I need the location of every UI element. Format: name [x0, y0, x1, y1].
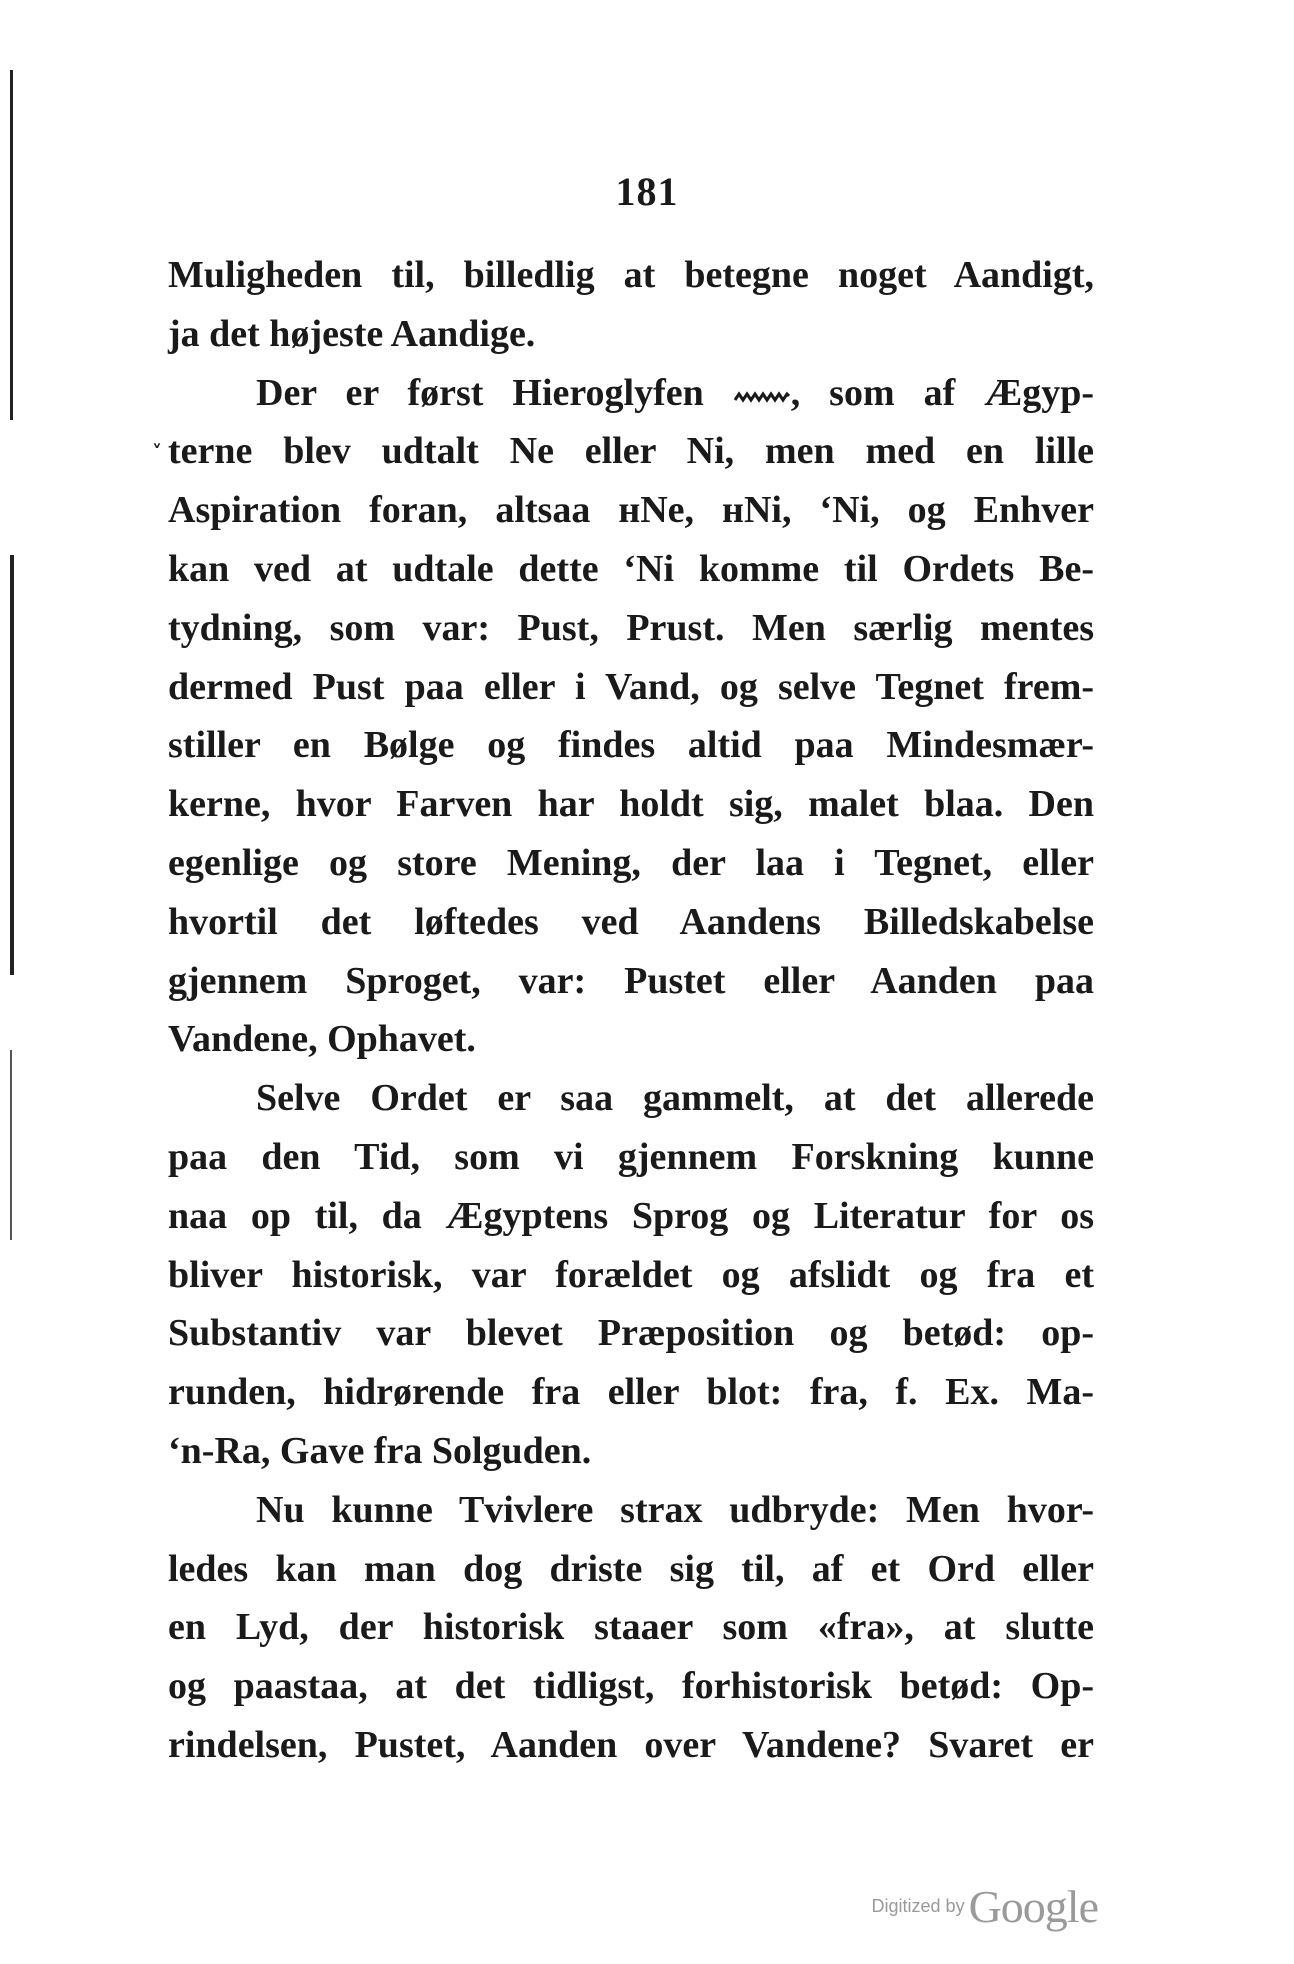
- text-line: Vandene, Ophavet.: [168, 1018, 476, 1061]
- text-line: Nu kunne Tvivlere strax udbryde: Men hvor-: [256, 1488, 1094, 1531]
- scan-edge-mark: [10, 70, 13, 420]
- text-line: og paastaa, at det tidligst, forhistorisk betød: Op-: [168, 1665, 1094, 1708]
- text-line: paa den Tid, som vi gjennem Forskning kunne: [168, 1135, 1094, 1178]
- text-line: ja det højeste Aandige.: [168, 312, 536, 355]
- text-line: hvortil det løftedes ved Aandens Billedskabelse: [168, 900, 1094, 943]
- text-line: stiller en Bølge og findes altid paa Mindesmær-: [168, 724, 1094, 767]
- text-line: Substantiv var blevet Præposition og betød: op-: [168, 1312, 1094, 1355]
- text-line: bliver historisk, var forældet og afslidt og fra et: [168, 1253, 1094, 1296]
- text-line: Selve Ordet er saa gammelt, at det allerede: [256, 1077, 1094, 1120]
- body-text: [168, 246, 1094, 1775]
- text-fragment: , som af Ægyp-: [790, 371, 1094, 414]
- watermark-brand: Google: [968, 1881, 1098, 1932]
- watermark-prefix: Digitized by: [871, 1896, 965, 1916]
- scan-edge-mark: [10, 555, 14, 975]
- margin-mark: ˅: [152, 440, 162, 464]
- text-line: runden, hidrørende fra eller blot: fra, f. Ex. Ma-: [168, 1371, 1094, 1414]
- text-line: tydning, som var: Pust, Prust. Men særlig mentes: [168, 606, 1094, 649]
- text-line: dermed Pust paa eller i Vand, og selve Tegnet frem-: [168, 665, 1094, 708]
- text-line: naa op til, da Ægyptens Sprog og Literatur for os: [168, 1194, 1094, 1237]
- text-line-hieroglyph: [168, 364, 1094, 423]
- text-line: terne blev udtalt Ne eller Ni, men med en lille: [168, 430, 1094, 473]
- text-line: kan ved at udtale dette ‘Ni komme til Ordets Be-: [168, 547, 1094, 590]
- text-line: en Lyd, der historisk staaer som «fra», at slutte: [168, 1606, 1094, 1649]
- text-line: kerne, hvor Farven har holdt sig, malet blaa. Den: [168, 783, 1094, 826]
- digitized-watermark: [872, 1880, 1098, 1933]
- page-number: 181: [615, 169, 679, 214]
- text-line: Aspiration foran, altsaa ʜNe, ʜNi, ‘Ni, og Enhver: [168, 489, 1094, 532]
- text-line: ‘n-Ra, Gave fra Solguden.: [168, 1429, 592, 1472]
- text-line: egenlige og store Mening, der laa i Tegnet, eller: [168, 841, 1094, 884]
- text-fragment: Der er først Hieroglyfen: [256, 371, 733, 414]
- text-line: rindelsen, Pustet, Aanden over Vandene? Svaret er: [168, 1723, 1094, 1766]
- text-line: gjennem Sproget, var: Pustet eller Aanden paa: [168, 959, 1094, 1002]
- scan-edge-mark: [10, 1050, 12, 1240]
- text-line: Muligheden til, billedlig at betegne noget Aandigt,: [168, 254, 1094, 296]
- text-line: ledes kan man dog driste sig til, af et Ord eller: [168, 1547, 1094, 1590]
- water-hieroglyph-icon: [733, 386, 791, 406]
